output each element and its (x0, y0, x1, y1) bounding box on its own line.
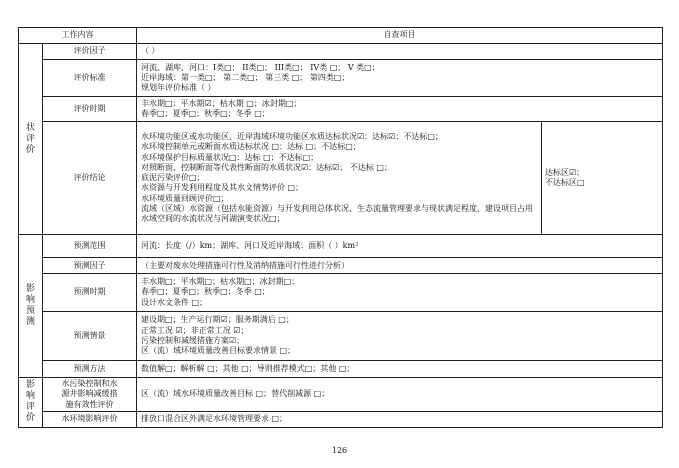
table-header-row (19, 28, 663, 44)
label-line: 施有效性评价 (65, 399, 114, 409)
table-row (19, 360, 663, 377)
row-content (137, 274, 663, 312)
content-line: 流域（区域）水资源（包括水能资源）与开发利用总体状况、生态流量管理要求与现状满足程度、建设项目占用水域空间的水流状况与河湖演变状况□； (141, 204, 533, 224)
content-line: 近岸海域：第一类□； 第二类□； 第三类 □； 第四类□； (141, 73, 350, 83)
section-char: 测 (25, 316, 35, 327)
table-row (19, 43, 663, 60)
content-line: 水资源与开发利用程度及其水文情势评价 □； (141, 183, 304, 193)
content-line: （主要对废水处理措施可行性及消纳措施可行性进行分析） (141, 260, 349, 270)
section-char: 响 (25, 391, 35, 402)
header-work-content: 工作内容 (19, 28, 137, 44)
content-line: 水环境保护目标质量状况□：达标 □；不达标□； (141, 152, 319, 162)
content-line: 数值解□；解析解 □；其他 □；导则推荐模式□；其他 □； (141, 363, 355, 373)
content-line: 规划年评价标准（ ） (141, 83, 216, 93)
self-check-table (18, 27, 663, 428)
table-row (19, 274, 663, 312)
row-content (137, 60, 663, 97)
row-label: 预测范围 (43, 235, 137, 258)
section-char: 状 (25, 122, 35, 133)
content-line: 区（流）域环境质量改善目标要求情景 □； (141, 346, 296, 356)
section-title-impact-prediction (19, 235, 43, 377)
section-char: 影 (25, 380, 35, 391)
row-label: 评价时期 (43, 97, 137, 122)
row-label: 评价标准 (43, 60, 137, 97)
row-label: 评价因子 (43, 43, 137, 60)
row-content (137, 258, 663, 274)
row-label: 评价结论 (43, 122, 137, 235)
attainment-area-line: 达标区☑； (545, 167, 585, 177)
section-char: 影 (25, 283, 35, 294)
content-line: 春季□；夏季□；秋季□；冬季 □； (141, 287, 270, 297)
row-content (137, 97, 663, 122)
content-line: 底泥污染评价□； (141, 173, 205, 183)
content-line: 春季□；夏季□；秋季□；冬季 □； (141, 109, 270, 119)
row-content (137, 412, 663, 428)
table-row (19, 60, 663, 97)
section-title-status-evaluation (19, 43, 43, 235)
row-label: 预测情景 (43, 311, 137, 360)
content-line: 正常工况 ☑；非正常工况 ☑； (141, 325, 249, 335)
content-line: 丰水期□；平水期☑；枯水期 □；冰封期□； (141, 98, 302, 108)
content-line: 对照断面、控制断面等代表性断面的水质状况☑：达标☑； 不达标 □； (141, 162, 392, 172)
table-row (19, 311, 663, 360)
section-char: 价 (25, 144, 35, 155)
content-line: 河流、湖库、河口：I类□； II类□； III类□； IV类 □； V 类□； (141, 62, 380, 72)
row-label: 预测方法 (43, 360, 137, 377)
section-char: 价 (25, 413, 35, 424)
content-line: 污染控制和减缓措施方案☑； (141, 335, 245, 345)
content-line: 排放口混合区外满足水环境管理要求 □； (141, 414, 288, 424)
content-line: （ ） (141, 46, 160, 56)
row-label-multiline (43, 377, 137, 412)
section-char: 预 (25, 305, 35, 316)
table-row (19, 377, 663, 412)
row-label: 预测因子 (43, 258, 137, 274)
section-char: 评 (25, 402, 35, 413)
table-row (19, 235, 663, 258)
table-row (19, 122, 663, 235)
label-line: 水污染控制和水 (61, 379, 118, 388)
row-label: 预测时期 (43, 274, 137, 312)
section-char: 评 (25, 133, 35, 144)
content-line: 水环境质量回顾评价□； (141, 193, 229, 203)
header-check-items: 自查项目 (137, 28, 663, 44)
row-content (137, 43, 663, 60)
row-content (137, 311, 663, 360)
content-line: 丰水期□；平水期□；枯水期□；冰封期□； (141, 276, 300, 286)
table-row (19, 97, 663, 122)
page-number: 126 (331, 446, 348, 455)
section-title-impact-evaluation (19, 377, 43, 427)
attainment-area-cell (542, 122, 663, 235)
content-line: 水环境功能区或水功能区、近岸海域环境功能区水质达标状况☑：达标☑；不达标□； (141, 131, 443, 141)
label-line: 源井影响减缓措 (61, 389, 118, 399)
attainment-area-line: 不达标区□ (545, 178, 585, 188)
section-char: 响 (25, 294, 35, 305)
row-content (137, 377, 663, 412)
table-row (19, 258, 663, 274)
content-line: 水环境控制单元或断面水质达标状况 □：达标 □；不达标□； (141, 142, 361, 152)
content-line: 区（流）域水环境质量改善目标 □；替代削减源 □； (141, 389, 330, 399)
content-line: 建设期□；生产运行期☑；服务期满后 □； (141, 315, 294, 325)
row-content (137, 360, 663, 377)
table-row (19, 412, 663, 428)
content-line: 河流：长度（/）km；湖库、河口及近岸海域：面积（ ）km² (141, 241, 359, 251)
row-content (137, 235, 663, 258)
content-line: 设计水文条件 □； (141, 297, 208, 307)
row-content (137, 122, 542, 235)
row-label: 水环境影响评价 (43, 412, 137, 428)
